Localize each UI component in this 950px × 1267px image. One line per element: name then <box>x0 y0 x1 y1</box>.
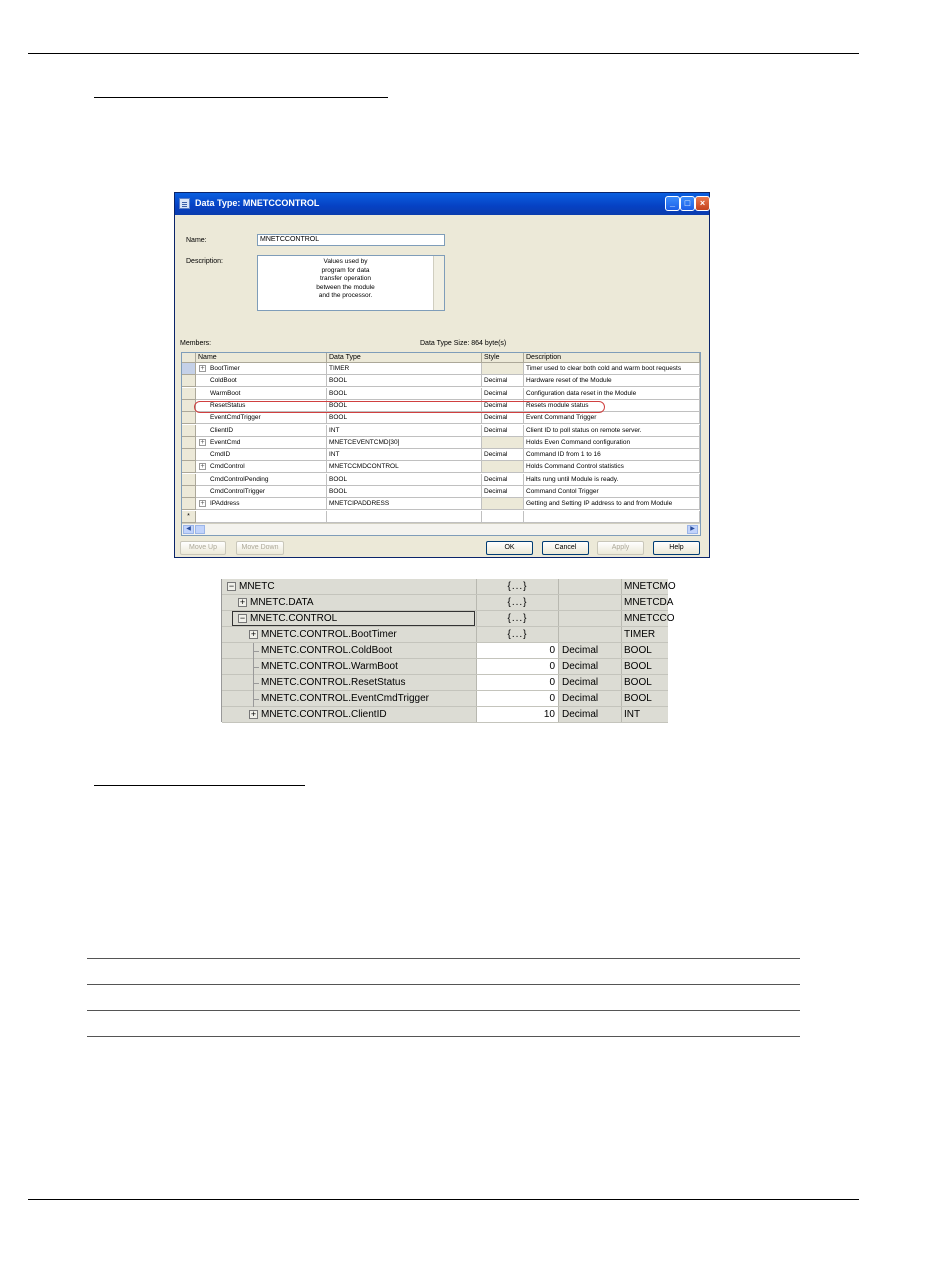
tag-name: MNETC.DATA <box>250 597 314 608</box>
dialog-title: Data Type: MNETCCONTROL <box>195 198 320 208</box>
row-selector[interactable] <box>182 461 196 473</box>
member-description[interactable] <box>524 461 700 473</box>
member-data-type-text: BOOL <box>329 377 348 385</box>
close-icon[interactable]: × <box>695 196 710 211</box>
tag-name: MNETC.CONTROL.EventCmdTrigger <box>261 693 429 704</box>
tag-row[interactable] <box>222 643 668 659</box>
member-description-text: Holds Command Control statistics <box>526 463 624 471</box>
member-description[interactable] <box>524 388 700 400</box>
member-description[interactable] <box>524 474 700 486</box>
row-selector[interactable] <box>182 375 196 387</box>
member-name-text: IPAddress <box>210 500 240 508</box>
member-description-text: Command Contol Trigger <box>526 488 599 495</box>
tag-style[interactable] <box>558 595 621 610</box>
member-data-type[interactable] <box>327 498 482 510</box>
member-style[interactable] <box>482 449 524 461</box>
help-button[interactable]: Help <box>653 541 700 555</box>
member-data-type[interactable] <box>327 486 482 498</box>
tag-value[interactable]: 0 <box>476 659 558 674</box>
member-name-text: CmdID <box>210 451 231 459</box>
member-data-type-text: TIMER <box>329 365 350 372</box>
member-data-type-text: BOOL <box>329 389 348 397</box>
scroll-thumb[interactable] <box>195 525 205 534</box>
tag-style[interactable] <box>558 579 621 594</box>
tag-row[interactable] <box>222 707 668 723</box>
dialog-titlebar[interactable] <box>175 193 709 215</box>
member-style-text: Decimal <box>484 401 508 409</box>
table-rule-3 <box>87 1010 800 1011</box>
selected-row-outline <box>232 611 475 626</box>
row-selector[interactable] <box>182 449 196 461</box>
member-style[interactable] <box>482 437 524 449</box>
tag-data-type: BOOL <box>621 659 671 674</box>
tag-style[interactable]: Decimal <box>558 691 621 706</box>
member-name-text: BootTimer <box>210 365 240 372</box>
member-style[interactable] <box>482 461 524 473</box>
member-name-text: EventCmdTrigger <box>210 414 261 422</box>
name-label: Name: <box>186 237 207 244</box>
member-style-text: Decimal <box>484 389 508 397</box>
tag-name: MNETC.CONTROL.ResetStatus <box>261 677 406 688</box>
member-style[interactable] <box>482 388 524 400</box>
member-style-text: Decimal <box>484 451 508 459</box>
member-name[interactable] <box>196 375 327 387</box>
member-description[interactable] <box>524 486 700 498</box>
member-data-type[interactable] <box>327 425 482 437</box>
member-description[interactable] <box>524 437 700 449</box>
expand-icon[interactable]: + <box>250 629 257 639</box>
tag-name: MNETC.CONTROL.ClientID <box>261 709 387 720</box>
row-selector[interactable] <box>182 498 196 510</box>
member-style-text: Decimal <box>484 426 508 434</box>
tag-data-type: MNETCCO <box>621 611 671 626</box>
tag-name: MNETC.CONTROL.WarmBoot <box>261 661 398 672</box>
row-selector[interactable]: * <box>182 511 196 523</box>
member-style[interactable] <box>482 498 524 510</box>
member-style[interactable] <box>482 375 524 387</box>
member-description[interactable] <box>524 511 700 523</box>
tag-style[interactable] <box>558 627 621 642</box>
tag-data-type: MNETCDA <box>621 595 671 610</box>
collapse-icon[interactable]: − <box>228 581 235 591</box>
member-name[interactable] <box>196 412 327 424</box>
member-data-type-text: BOOL <box>329 401 348 409</box>
expand-icon[interactable]: + <box>239 597 246 607</box>
tag-style[interactable]: Decimal <box>558 643 621 658</box>
scroll-right-icon[interactable]: ▶ <box>687 525 698 534</box>
move-down-button[interactable]: Move Down <box>236 541 284 555</box>
tag-value[interactable]: {...} <box>476 627 558 642</box>
member-description-text: Halts rung until Module is ready. <box>526 475 619 483</box>
member-description-text: Configuration data reset in the Module <box>526 389 637 397</box>
tag-row[interactable] <box>222 611 675 627</box>
column-header-data-type[interactable]: Data Type <box>327 353 482 363</box>
description-field[interactable] <box>257 255 445 311</box>
expand-icon[interactable]: + <box>250 709 257 719</box>
member-data-type[interactable] <box>327 375 482 387</box>
tag-name: MNETC <box>239 581 275 592</box>
horizontal-scrollbar[interactable] <box>182 523 700 535</box>
member-description-text: Client ID to poll status on remote server. <box>526 426 642 434</box>
footer-rule <box>28 1199 859 1200</box>
member-description-text: Holds Even Command configuration <box>526 438 631 446</box>
description-label: Description: <box>186 258 223 265</box>
tag-row[interactable] <box>222 691 668 707</box>
member-style[interactable] <box>482 474 524 486</box>
member-data-type-text: MNETCEVENTCMD[30] <box>329 438 400 446</box>
row-selector[interactable] <box>182 486 196 498</box>
collapse-icon[interactable]: − <box>239 613 246 623</box>
section-underline-1 <box>94 97 388 98</box>
column-header-style[interactable]: Style <box>482 353 524 363</box>
member-data-type-text: INT <box>329 426 340 434</box>
tag-value[interactable]: 0 <box>476 691 558 706</box>
member-data-type-text: BOOL <box>329 414 348 422</box>
tag-name: MNETC.CONTROL <box>250 613 338 624</box>
member-name-text: ResetStatus <box>210 401 246 409</box>
data-type-size: Data Type Size: 864 byte(s) <box>420 340 507 347</box>
member-style-text: Decimal <box>484 377 508 385</box>
member-description[interactable] <box>524 498 700 510</box>
expand-icon[interactable]: + <box>200 365 205 372</box>
table-rule-2 <box>87 984 800 985</box>
tag-value[interactable]: {...} <box>476 579 558 594</box>
member-name[interactable] <box>196 474 327 486</box>
data-type-dialog <box>174 192 710 558</box>
tag-name: MNETC.CONTROL.BootTimer <box>261 629 397 640</box>
tag-data-type: BOOL <box>621 643 671 658</box>
expand-icon[interactable]: + <box>200 500 205 508</box>
member-name[interactable] <box>196 511 327 523</box>
tag-row[interactable] <box>222 627 668 643</box>
minimize-icon[interactable]: _ <box>665 196 680 211</box>
member-style[interactable] <box>482 412 524 424</box>
tag-data-type: BOOL <box>621 691 671 706</box>
tag-style[interactable]: Decimal <box>558 675 621 690</box>
column-header-name[interactable]: Name <box>196 353 327 363</box>
member-data-type-text: MNETCCMDCONTROL <box>329 463 399 471</box>
member-description[interactable] <box>524 412 700 424</box>
scroll-left-icon[interactable]: ◀ <box>183 525 194 534</box>
row-selector[interactable] <box>182 425 196 437</box>
header-rule <box>28 53 859 54</box>
member-description[interactable] <box>524 449 700 461</box>
member-description-text: Hardware reset of the Module <box>526 377 612 385</box>
member-description[interactable] <box>524 375 700 387</box>
member-data-type[interactable] <box>327 461 482 473</box>
member-name[interactable] <box>196 437 327 449</box>
tag-value[interactable]: 0 <box>476 675 558 690</box>
member-data-type[interactable] <box>327 437 482 449</box>
row-selector[interactable] <box>182 437 196 449</box>
member-data-type-text: MNETCIPADDRESS <box>329 500 390 508</box>
member-style-text: Decimal <box>484 414 508 422</box>
member-name-text: ClientID <box>210 426 234 434</box>
member-description-text: Resets module status <box>526 401 589 409</box>
member-description-text: Getting and Setting IP address to and from Module <box>526 500 673 508</box>
members-grid <box>181 352 701 536</box>
table-rule-1 <box>87 958 800 959</box>
member-data-type[interactable] <box>327 511 482 523</box>
description-text: Values used by program for data transfer operation between the module and the processor. <box>316 258 375 299</box>
member-data-type[interactable] <box>327 363 482 375</box>
description-scrollbar[interactable] <box>433 256 444 310</box>
member-name-text: EventCmd <box>210 438 241 446</box>
grid-corner <box>182 353 196 363</box>
tag-data-type: BOOL <box>621 675 671 690</box>
name-field[interactable]: MNETCCONTROL <box>257 234 445 246</box>
table-rule-4 <box>87 1036 800 1037</box>
tree-branch <box>253 683 259 684</box>
move-up-button[interactable]: Move Up <box>180 541 226 555</box>
member-description-text: Command ID from 1 to 16 <box>526 451 601 459</box>
tree-branch <box>253 667 259 668</box>
row-selector[interactable] <box>182 388 196 400</box>
tag-editor <box>221 579 676 722</box>
member-name[interactable] <box>196 425 327 437</box>
row-selector[interactable] <box>182 412 196 424</box>
member-style[interactable] <box>482 486 524 498</box>
section-underline-2 <box>94 785 305 786</box>
apply-button[interactable]: Apply <box>597 541 644 555</box>
member-style-text: Decimal <box>484 475 508 483</box>
tree-branch <box>253 651 259 652</box>
members-label: Members: <box>180 340 212 347</box>
member-name[interactable] <box>196 363 327 375</box>
member-style[interactable] <box>482 363 524 375</box>
column-header-description[interactable]: Description <box>524 353 700 363</box>
member-data-type-text: BOOL <box>329 488 348 495</box>
member-name[interactable] <box>196 388 327 400</box>
member-description-text: Timer used to clear both cold and warm boot requests <box>526 365 682 372</box>
row-selector[interactable] <box>182 363 196 375</box>
tag-data-type: MNETCMO <box>621 579 671 594</box>
member-data-type-text: BOOL <box>329 475 348 483</box>
member-name[interactable] <box>196 486 327 498</box>
tag-value[interactable]: {...} <box>476 595 558 610</box>
tree-branch <box>253 699 259 700</box>
tag-data-type: TIMER <box>621 627 671 642</box>
tag-row[interactable] <box>222 579 676 595</box>
member-name-text: CmdControlTrigger <box>210 488 266 495</box>
member-name-text: CmdControl <box>210 463 245 471</box>
tag-data-type: INT <box>621 707 671 722</box>
member-description-text: Event Command Trigger <box>526 414 597 422</box>
tag-value[interactable]: 10 <box>476 707 558 722</box>
tag-value[interactable]: {...} <box>476 611 558 626</box>
tag-style[interactable] <box>558 611 621 626</box>
tag-row[interactable] <box>222 595 674 611</box>
member-name-text: CmdControlPending <box>210 475 269 483</box>
member-name[interactable] <box>196 461 327 473</box>
member-data-type[interactable] <box>327 412 482 424</box>
tag-value[interactable]: 0 <box>476 643 558 658</box>
tag-name: MNETC.CONTROL.ColdBoot <box>261 645 393 656</box>
member-style-text: Decimal <box>484 488 508 495</box>
data-type-icon <box>179 198 190 209</box>
member-description[interactable] <box>524 363 700 375</box>
cancel-button[interactable]: Cancel <box>542 541 589 555</box>
tag-row[interactable] <box>222 675 668 691</box>
expand-icon[interactable]: + <box>200 438 205 446</box>
member-data-type[interactable] <box>327 388 482 400</box>
member-name-text: ColdBoot <box>210 377 237 385</box>
member-name[interactable] <box>196 449 327 461</box>
member-data-type-text: INT <box>329 451 340 459</box>
maximize-icon[interactable]: □ <box>680 196 695 211</box>
tag-style[interactable]: Decimal <box>558 659 621 674</box>
highlight-oval <box>194 401 605 413</box>
member-data-type[interactable] <box>327 449 482 461</box>
ok-button[interactable]: OK <box>486 541 533 555</box>
tag-style[interactable]: Decimal <box>558 707 621 722</box>
row-selector[interactable] <box>182 474 196 486</box>
member-name-text: WarmBoot <box>210 389 241 397</box>
member-style[interactable] <box>482 425 524 437</box>
member-style[interactable] <box>482 511 524 523</box>
expand-icon[interactable]: + <box>200 463 205 471</box>
member-data-type[interactable] <box>327 474 482 486</box>
member-name[interactable] <box>196 498 327 510</box>
member-description[interactable] <box>524 425 700 437</box>
tag-row[interactable] <box>222 659 668 675</box>
